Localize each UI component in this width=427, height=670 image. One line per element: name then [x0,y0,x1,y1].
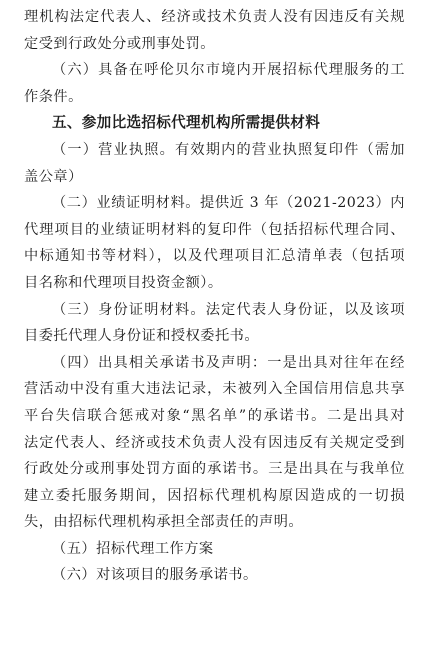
text-line: 法定代表人、经济或技术负责人没有因违反有关规定受到 [24,434,405,451]
text-line: （六）对该项目的服务承诺书。 [52,567,258,584]
text-line: 目名称和代理项目投资金额）。 [24,274,223,291]
section-heading: 五、参加比选招标代理机构所需提供材料 [52,114,321,132]
text-line: 中标通知书等材料），以及代理项目汇总清单表（包括项 [24,248,405,265]
text-line: 定受到行政处分或刑事处罚。 [24,35,215,52]
text-line: 行政处分或刑事处罚方面的承诺书。三是出具在与我单位 [24,461,405,478]
text-line: （一）营业执照。有效期内的营业执照复印件（需加 [52,141,405,158]
text-line: 营活动中没有重大违法记录，未被列入全国信用信息共享 [24,381,405,398]
text-line: 失，由招标代理机构承担全部责任的声明。 [24,514,304,531]
text-line: （四）出具相关承诺书及声明：一是出具对往年在经 [52,354,405,371]
text-line: 平台失信联合惩戒对象“黑名单”的承诺书。二是出具对 [24,407,405,424]
text-line: （五）招标代理工作方案 [52,540,214,557]
text-line: 建立委托服务期间，因招标代理机构原因造成的一切损 [24,487,405,504]
text-line: 目委托代理人身份证和授权委托书。 [24,328,260,345]
text-line: （六）具备在呼伦贝尔市境内开展招标代理服务的工 [52,62,405,79]
text-line: （二）业绩证明材料。提供近 3 年（2021-2023）内 [52,195,405,212]
text-line: 代理项目的业绩证明材料的复印件（包括招标代理合同、 [24,221,405,238]
text-line: 作条件。 [24,88,83,105]
text-line: 理机构法定代表人、经济或技术负责人没有因违反有关规 [24,9,405,25]
text-line: （三）身份证明材料。法定代表人身份证，以及该项 [52,301,405,318]
text-line: 盖公章） [24,168,83,185]
